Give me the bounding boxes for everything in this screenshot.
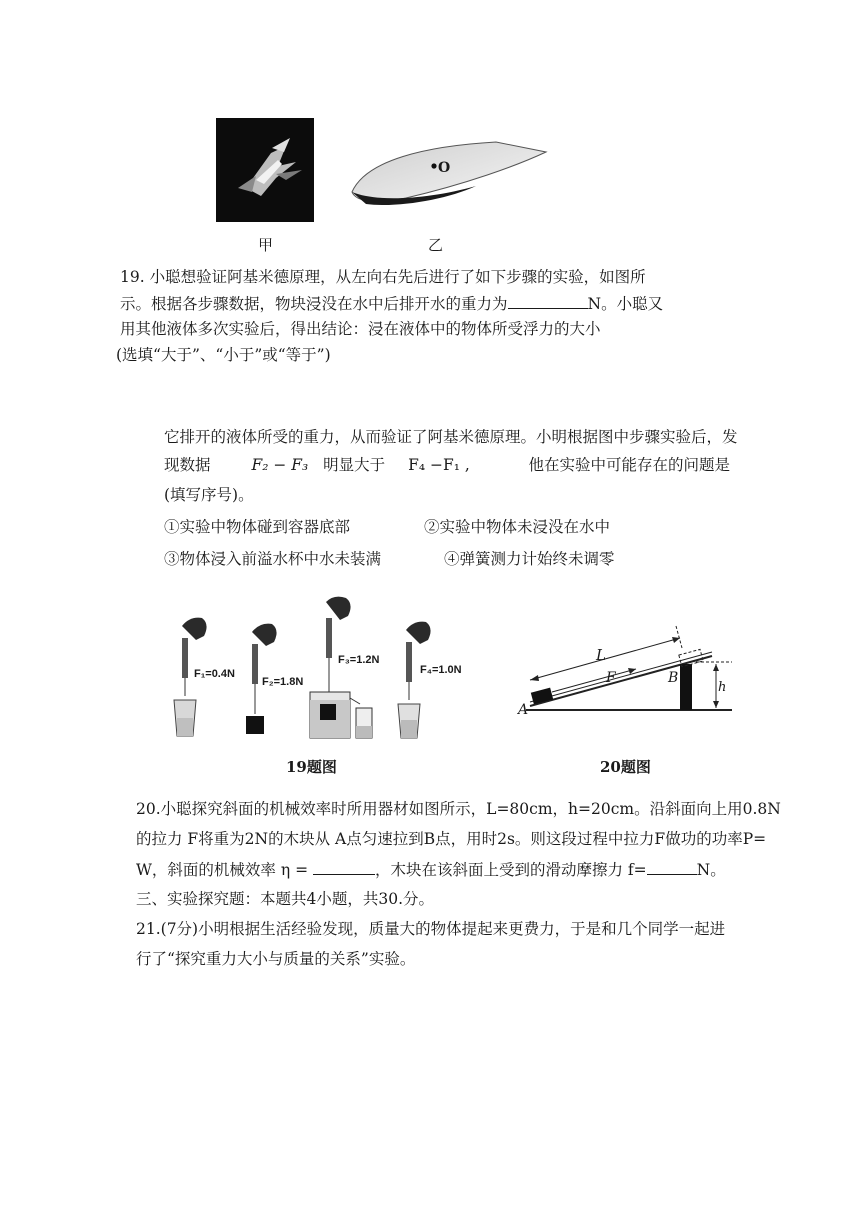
q19-line6 (164, 456, 730, 475)
airfoil-point-label: O (438, 160, 451, 176)
q19-option-3: ③物体浸入前溢水杯中水未装满 (164, 550, 382, 568)
q20-efficiency-blank[interactable] (313, 860, 375, 875)
q21-line1: 21.(7分)小明根据生活经验发现，质量大的物体提起来更费力，于是和几个同学一起进 (136, 920, 726, 938)
q19-line6-a: 现数据 (164, 456, 211, 474)
figure-20-caption: 20题图 (600, 758, 651, 776)
q20-line3 (136, 860, 726, 880)
f2-label: F₂=1.8N (262, 676, 304, 688)
q19-line7: (填写序号)。 (164, 486, 254, 504)
label-L: L (596, 646, 606, 664)
q20-line1: 20.小聪探究斜面的机械效率时所用器材如图所示，L=80cm，h=20cm。沿斜面向上用0.8N (136, 800, 781, 818)
q20-line3-a: W，斜面的机械效率 η = (136, 861, 313, 879)
q19-line2-pre: 示。根据各步骤数据，物块浸没在水中后排开水的重力为 (120, 295, 508, 313)
photo-jia (216, 118, 314, 222)
q19-answer-blank-1[interactable] (508, 294, 588, 309)
q19-line4: (选填“大于”、“小于”或“等于”) (116, 346, 331, 364)
q20-friction-blank[interactable] (647, 860, 697, 875)
f1-label: F₁=0.4N (194, 668, 235, 680)
q20-line3-c: N。 (696, 861, 726, 879)
label-B: B (668, 670, 679, 686)
q19-line2 (120, 294, 663, 314)
label-h: h (718, 680, 727, 695)
section3-heading: 三、实验探究题：本题共4小题，共30.分。 (136, 890, 435, 908)
q20-line2: 的拉力 F将重为2N的木块从 A点匀速拉到B点，用时2s。则这段过程中拉力F做功的功率P= (136, 830, 767, 848)
figure-20 (516, 618, 736, 718)
label-jia: 甲 (258, 236, 274, 254)
q19-option-1: ①实验中物体碰到容器底部 (164, 518, 351, 536)
q19-line6-d: 他在实验中可能存在的问题是 (528, 456, 730, 474)
q19-formula: F₂ − F₃ (251, 456, 309, 474)
q21-line2: 行了“探究重力大小与质量的关系”实验。 (136, 950, 416, 968)
f3-label: F₃=1.2N (338, 654, 380, 666)
q19-line2-post: N。小聪又 (587, 295, 664, 313)
figure-19-caption: 19题图 (286, 758, 337, 776)
q19-line1: 19. 小聪想验证阿基米德原理，从左向右先后进行了如下步骤的实验，如图所 (120, 268, 646, 286)
q20-line3-b: ，木块在该斜面上受到的滑动摩擦力 f= (375, 861, 647, 879)
q19-option-4: ④弹簧测力计始终未调零 (444, 550, 615, 568)
label-F: F (606, 670, 616, 686)
q19-line6-b: 明显大于 (323, 456, 386, 474)
q19-option-2: ②实验中物体未浸没在水中 (424, 518, 611, 536)
q19-line6-c: F₄ −F₁ , (408, 456, 470, 474)
label-yi: 乙 (428, 236, 444, 254)
airfoil-diagram (346, 140, 552, 212)
f4-label: F₄=1.0N (420, 664, 462, 676)
q19-line5: 它排开的液体所受的重力，从而验证了阿基米德原理。小明根据图中步骤实验后，发 (164, 428, 738, 446)
q19-line3: 用其他液体多次实验后，得出结论：浸在液体中的物体所受浮力的大小 (120, 320, 601, 338)
label-A: A (518, 702, 529, 718)
